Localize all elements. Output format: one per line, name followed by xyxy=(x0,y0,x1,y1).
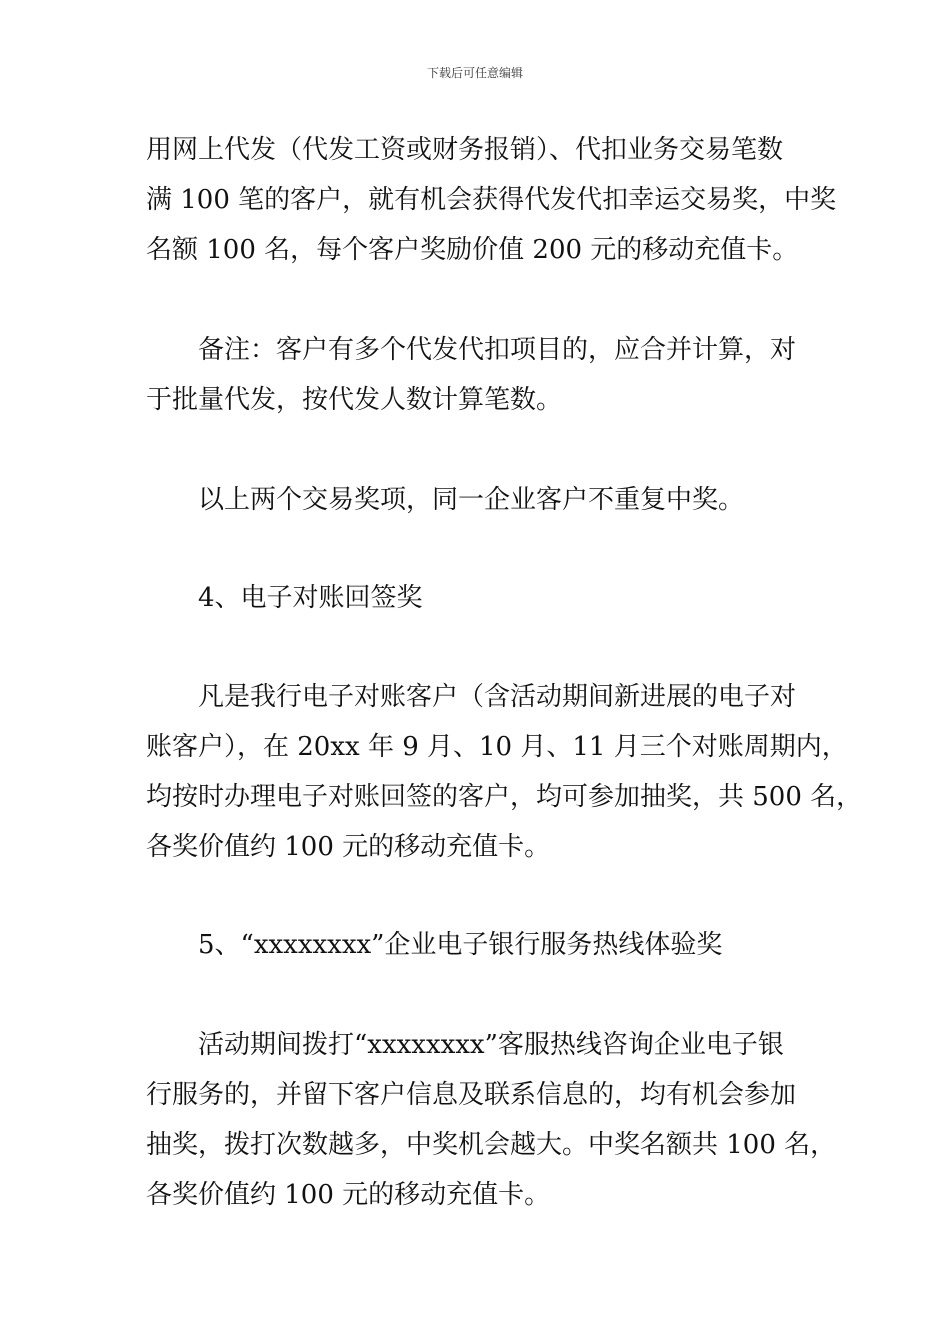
section-heading-4 xyxy=(146,573,846,623)
text-line: 以上两个交易奖项，同一企业客户不重复中奖。 xyxy=(198,485,745,515)
text-line: 活动期间拨打“xxxxxxxx”客服热线咨询企业电子银 xyxy=(198,1030,784,1060)
paragraph-hotline xyxy=(146,1020,846,1220)
paragraph-e-reconciliation xyxy=(146,672,863,872)
paragraph-online-payroll xyxy=(146,125,846,275)
text-line: 各奖价值约 100 元的移动充值卡。 xyxy=(146,832,551,862)
text-line: 行服务的，并留下客户信息及联系信息的，均有机会参加 xyxy=(146,1080,797,1110)
text-line: 备注：客户有多个代发代扣项目的，应合并计算，对 xyxy=(198,335,797,365)
paragraph-no-duplicate xyxy=(146,475,846,525)
heading-text: 5、“xxxxxxxx”企业电子银行服务热线体验奖 xyxy=(198,930,723,960)
text-line: 账客户），在 20xx 年 9 月、10 月、11 月三个对账周期内， xyxy=(146,732,848,762)
text-line: 于批量代发，按代发人数计算笔数。 xyxy=(146,385,563,415)
section-heading-5 xyxy=(146,920,846,970)
paragraph-note xyxy=(146,325,846,425)
text-line: 均按时办理电子对账回签的客户，均可参加抽奖，共 500 名， xyxy=(146,782,863,812)
text-line: 抽奖，拨打次数越多，中奖机会越大。中奖名额共 100 名， xyxy=(146,1130,837,1160)
text-line: 凡是我行电子对账客户（含活动期间新进展的电子对 xyxy=(198,682,797,712)
text-line: 用网上代发（代发工资或财务报销）、代扣业务交易笔数 xyxy=(146,135,784,165)
page-header: 下载后可任意编辑 xyxy=(426,66,523,80)
text-line: 满 100 笔的客户，就有机会获得代发代扣幸运交易奖，中奖 xyxy=(146,185,837,215)
text-line: 各奖价值约 100 元的移动充值卡。 xyxy=(146,1180,551,1210)
heading-text: 4、电子对账回签奖 xyxy=(198,583,423,613)
text-line: 名额 100 名，每个客户奖励价值 200 元的移动充值卡。 xyxy=(146,235,799,265)
